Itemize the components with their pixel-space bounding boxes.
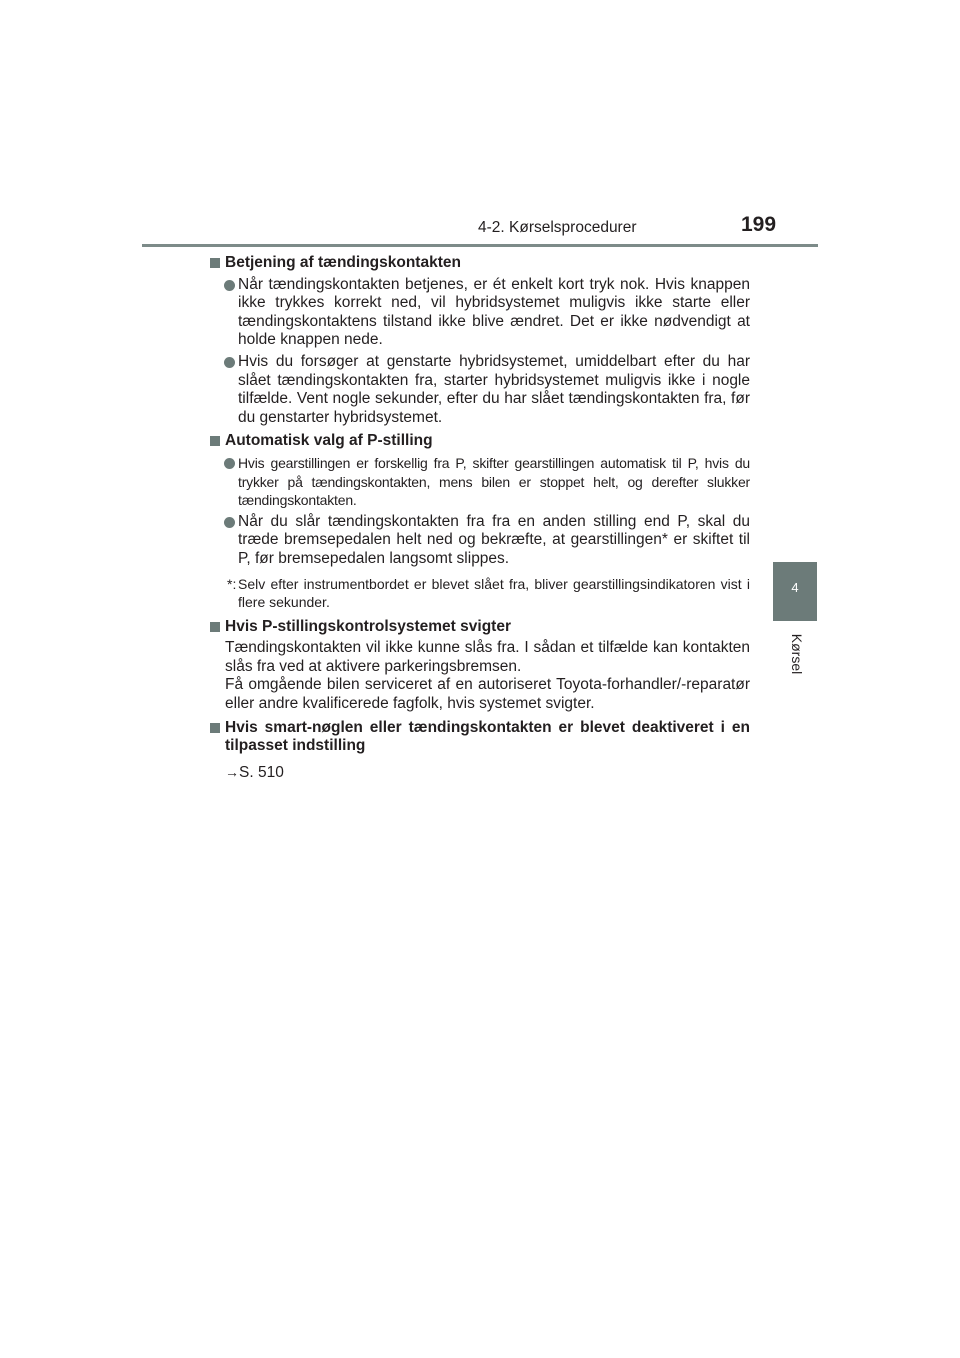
bullet-text: Når tændingskontakten betjenes, er ét enkelt kort tryk nok. Hvis knappen ikke trykkes korrekt ned, vil hybridsystemet muligvis ikke starte eller tændingskontaktens tilstand ikke blive ændret. Det er ikke nødvendigt at holde knappen nede.: [238, 275, 750, 349]
paragraph: Tændingskontakten vil ikke kunne slås fra. I sådan et tilfælde kan kontakten slås fra ved at aktivere parkeringsbremsen.: [225, 639, 750, 675]
footnote-text: Selv efter instrumentbordet er blevet slået fra, bliver gearstillingsindikatoren vist i flere sekunder.: [238, 575, 750, 611]
section-heading-text: Automatisk valg af P-stilling: [225, 432, 433, 450]
section-heading: [210, 618, 750, 637]
paragraph: Få omgående bilen serviceret af en autoriseret Toyota-forhandler/-reparatør eller andre kvalificerede fagfolk, hvis systemet svigter.: [225, 676, 750, 713]
footnote: [210, 575, 750, 612]
footnote-mark: *:: [227, 575, 237, 592]
section-heading: [210, 432, 750, 451]
page-content: [210, 254, 750, 782]
circle-bullet-icon: [224, 280, 235, 291]
header-divider: [142, 244, 818, 247]
page-number: 199: [741, 213, 777, 236]
chapter-tab: [773, 562, 817, 621]
chapter-tab-number: 4: [791, 580, 799, 595]
circle-bullet-icon: [224, 517, 235, 528]
circle-bullet-icon: [224, 357, 235, 368]
bullet-item: [210, 353, 750, 427]
section-heading: [210, 254, 750, 273]
bullet-text: Hvis du forsøger at genstarte hybridsystemet, umiddelbart efter du har slået tændingskontakten fra, starter hybridsystemet muligvis ikke i nogle tilfælde. Vent nogle sekunder, efter du har slået tændingskontakten fra, før du genstarter hybridsystemet.: [238, 352, 750, 426]
page-header-section: 4-2. Kørselsprocedurer: [478, 219, 637, 236]
page-reference-text: S. 510: [239, 763, 284, 781]
bullet-text: Når du slår tændingskontakten fra fra en anden stilling end P, skal du træde bremsepedalen helt ned og bekræfte, at gearstillingen* er skiftet til P, før bremsepedalen langsomt slippes.: [238, 512, 750, 567]
chapter-tab-label: [786, 630, 806, 680]
square-bullet-icon: [210, 436, 220, 446]
square-bullet-icon: [210, 723, 220, 733]
section-heading-text: Betjening af tændingskontakten: [225, 254, 461, 271]
circle-bullet-icon: [224, 458, 235, 469]
square-bullet-icon: [210, 622, 220, 632]
arrow-right-icon: →: [225, 763, 239, 780]
bullet-text: Hvis gearstillingen er forskellig fra P, skifter gearstillingen automatisk til P, hvis du trykker på tændingskontakten, mens bilen er stoppet helt, og derefter slukker tændingskontakten.: [238, 454, 750, 509]
section-heading-text: Hvis smart-nøglen eller tændingskontakten er blevet deaktiveret i en tilpasset indstilling: [225, 718, 750, 755]
bullet-item: [210, 276, 750, 350]
section-heading-text: Hvis P-stillingskontrolsystemet svigter: [225, 617, 511, 635]
bullet-item: [210, 454, 750, 510]
chapter-tab-label-text: Kørsel: [789, 633, 805, 675]
section-heading: [210, 719, 750, 756]
page-reference[interactable]: [210, 763, 750, 783]
bullet-item: [210, 513, 750, 569]
square-bullet-icon: [210, 258, 220, 268]
